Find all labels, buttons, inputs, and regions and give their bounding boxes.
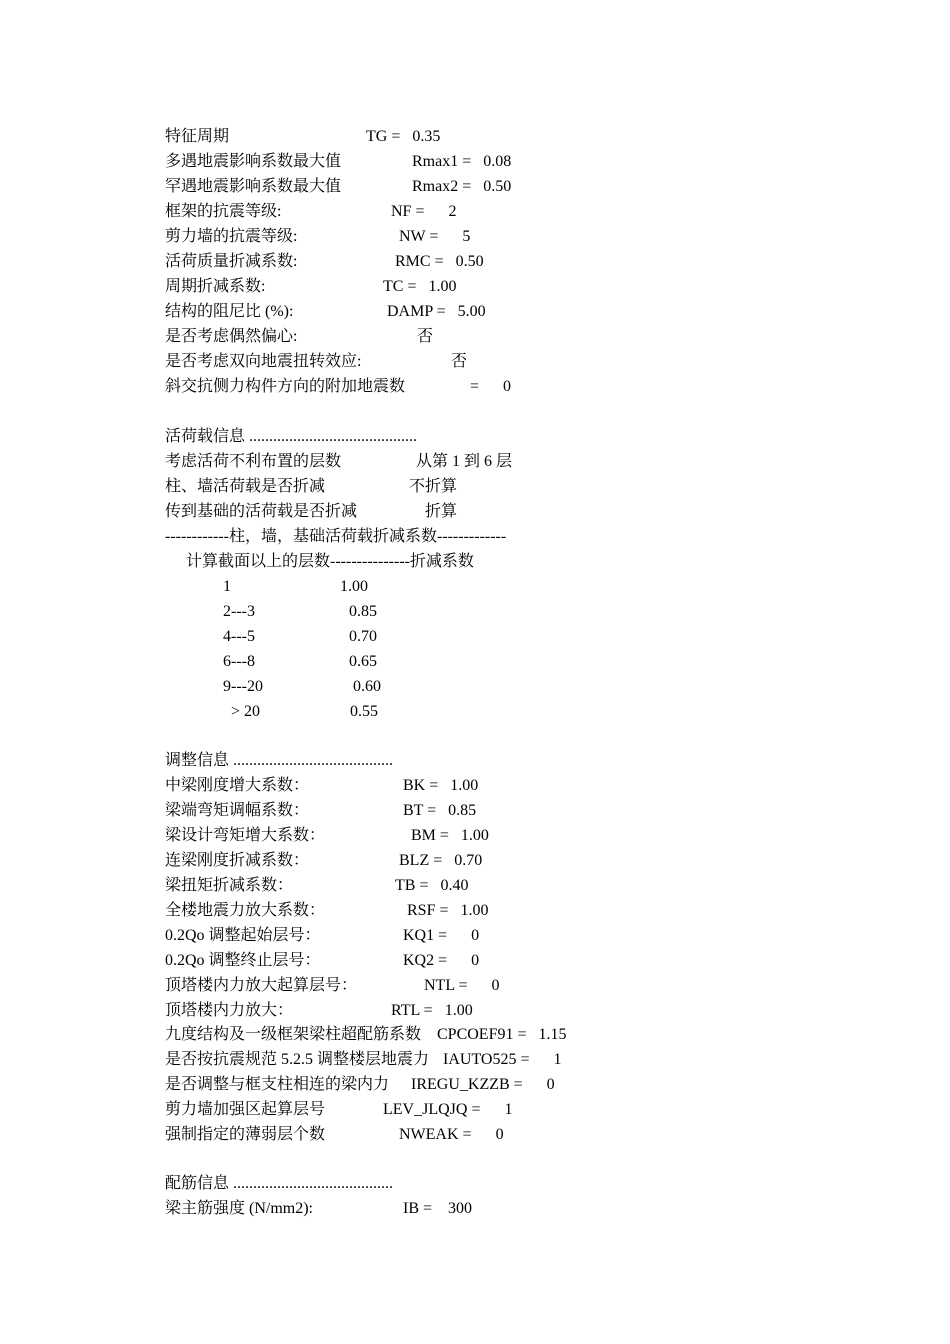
seismic-label-damp: 结构的阻尼比 (%): [165, 303, 294, 320]
reduction-factor: 0.70 [349, 628, 377, 645]
reduction-floors: 6---8 [223, 653, 255, 670]
seismic-value-torsion: 否 [451, 353, 468, 370]
adjust-value-ntl: NTL = 0 [424, 977, 500, 994]
adjust-value-iauto525: IAUTO525 = 1 [443, 1051, 562, 1068]
adjust-value-tb: TB = 0.40 [395, 877, 469, 894]
adjust-value-bk: BK = 1.00 [403, 777, 479, 794]
live-load-label-layers: 考虑活荷不利布置的层数 [165, 453, 342, 470]
seismic-label-tc: 周期折减系数: [165, 278, 266, 295]
seismic-label-tg: 特征周期 [165, 128, 230, 145]
adjust-label-nweak: 强制指定的薄弱层个数 [165, 1126, 326, 1143]
reduction-floors: > 20 [231, 703, 261, 720]
adjust-label-kq1: 0.2Qo 调整起始层号： [165, 927, 321, 944]
seismic-label-nw: 剪力墙的抗震等级: [165, 228, 298, 245]
rebar-header: 配筋信息 ........................................ [165, 1175, 394, 1192]
reduction-floors: 9---20 [223, 678, 263, 695]
seismic-label-oblique: 斜交抗侧力构件方向的附加地震数 [165, 378, 406, 395]
adjust-value-kq2: KQ2 = 0 [403, 952, 480, 969]
adjust-label-rtl: 顶塔楼内力放大： [165, 1002, 294, 1019]
seismic-value-damp: DAMP = 5.00 [387, 303, 486, 320]
adjust-value-rsf: RSF = 1.00 [407, 902, 489, 919]
reduction-factor: 0.55 [350, 703, 378, 720]
seismic-value-oblique: = 0 [470, 378, 512, 395]
reduction-factor: 0.85 [349, 603, 377, 620]
seismic-label-rmax2: 罕遇地震影响系数最大值 [165, 178, 342, 195]
seismic-label-torsion: 是否考虑双向地震扭转效应: [165, 353, 362, 370]
live-load-value-column-wall: 不折算 [409, 478, 458, 495]
seismic-value-rmc: RMC = 0.50 [395, 253, 484, 270]
adjust-label-tb: 梁扭矩折减系数： [165, 877, 294, 894]
adjust-label-iregu-kzzb: 是否调整与框支柱相连的梁内力 [165, 1076, 390, 1093]
reduction-title: ------------柱，墙，基础活荷载折减系数------------- [165, 528, 507, 545]
seismic-value-rmax1: Rmax1 = 0.08 [412, 153, 512, 170]
adjust-label-ntl: 顶塔楼内力放大起算层号： [165, 977, 358, 994]
seismic-value-tg: TG = 0.35 [366, 128, 441, 145]
reduction-header: 计算截面以上的层数---------------折减系数 [186, 553, 474, 570]
live-load-label-column-wall: 柱、墙活荷载是否折减 [165, 478, 326, 495]
seismic-value-eccentric: 否 [417, 328, 434, 345]
reduction-factor: 1.00 [340, 578, 368, 595]
adjust-value-iregu-kzzb: IREGU_KZZB = 0 [411, 1076, 555, 1093]
seismic-label-eccentric: 是否考虑偶然偏心: [165, 328, 298, 345]
adjust-value-lev-jlqjq: LEV_JLQJQ = 1 [383, 1101, 513, 1118]
reduction-floors: 2---3 [223, 603, 255, 620]
seismic-value-rmax2: Rmax2 = 0.50 [412, 178, 512, 195]
adjust-label-kq2: 0.2Qo 调整终止层号： [165, 952, 321, 969]
adjust-value-bm: BM = 1.00 [411, 827, 489, 844]
seismic-label-rmax1: 多遇地震影响系数最大值 [165, 153, 342, 170]
adjust-label-cpcoef91: 九度结构及一级框架梁柱超配筋系数 [165, 1026, 422, 1043]
adjust-label-iauto525: 是否按抗震规范 5.2.5 调整楼层地震力 [165, 1051, 430, 1068]
live-load-header: 活荷载信息 .......................................... [165, 428, 418, 445]
adjust-label-bt: 梁端弯矩调幅系数： [165, 802, 310, 819]
adjust-value-nweak: NWEAK = 0 [399, 1126, 504, 1143]
seismic-value-tc: TC = 1.00 [383, 278, 457, 295]
seismic-value-nw: NW = 5 [399, 228, 471, 245]
rebar-value-ib: IB = 300 [403, 1200, 473, 1217]
adjust-value-rtl: RTL = 1.00 [391, 1002, 473, 1019]
reduction-floors: 1 [223, 578, 231, 595]
seismic-label-nf: 框架的抗震等级: [165, 203, 282, 220]
live-load-label-foundation: 传到基础的活荷载是否折减 [165, 503, 358, 520]
adjust-header: 调整信息 ........................................ [165, 752, 394, 769]
adjust-label-blz: 连梁刚度折减系数： [165, 852, 310, 869]
adjust-value-cpcoef91: CPCOEF91 = 1.15 [437, 1026, 567, 1043]
live-load-value-layers: 从第 1 到 6 层 [416, 453, 513, 470]
adjust-label-rsf: 全楼地震力放大系数： [165, 902, 326, 919]
seismic-value-nf: NF = 2 [391, 203, 457, 220]
reduction-floors: 4---5 [223, 628, 255, 645]
seismic-label-rmc: 活荷质量折减系数: [165, 253, 298, 270]
adjust-value-kq1: KQ1 = 0 [403, 927, 480, 944]
reduction-factor: 0.65 [349, 653, 377, 670]
adjust-label-lev-jlqjq: 剪力墙加强区起算层号 [165, 1101, 326, 1118]
adjust-label-bm: 梁设计弯矩增大系数： [165, 827, 326, 844]
adjust-value-blz: BLZ = 0.70 [399, 852, 483, 869]
adjust-value-bt: BT = 0.85 [403, 802, 477, 819]
adjust-label-bk: 中梁刚度增大系数： [165, 777, 310, 794]
rebar-label-ib: 梁主筋强度 (N/mm2): [165, 1200, 313, 1217]
reduction-factor: 0.60 [353, 678, 381, 695]
live-load-value-foundation: 折算 [425, 503, 458, 520]
